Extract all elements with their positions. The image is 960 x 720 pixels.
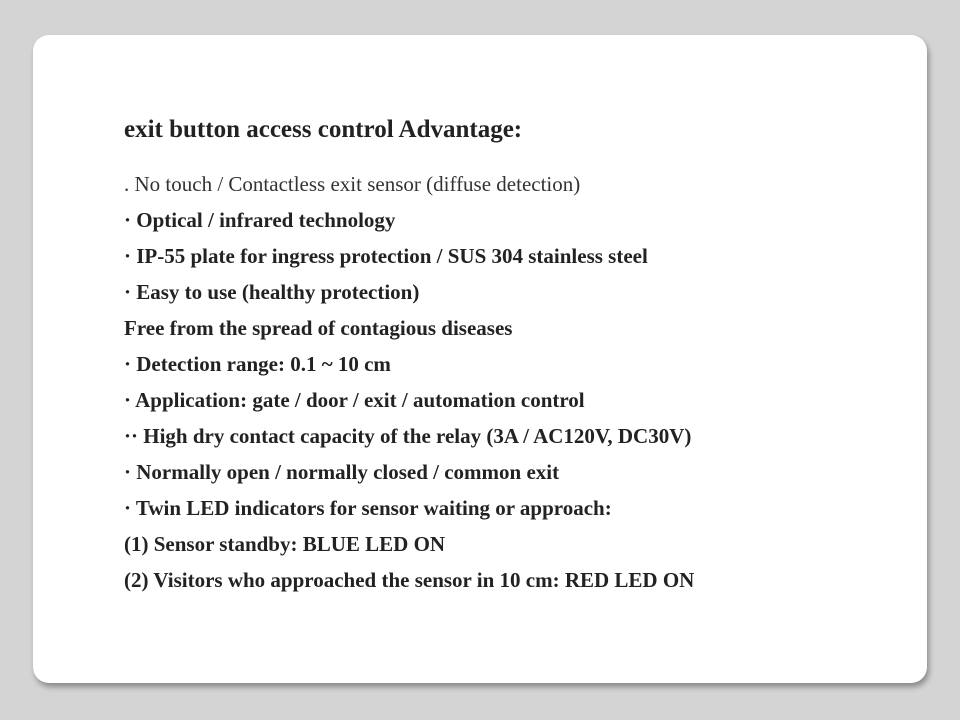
feature-line-detection-range: · Detection range: 0.1 ~ 10 cm [124,352,391,376]
feature-line-application: · Application: gate / door / exit / automation control [124,388,585,412]
feature-line-ip55: · IP-55 plate for ingress protection / SUS 304 stainless steel [124,244,648,268]
feature-line-disease: Free from the spread of contagious diseases [124,316,513,340]
feature-line-twin-led: · Twin LED indicators for sensor waiting or approach: [124,496,612,520]
feature-line-normally-open: · Normally open / normally closed / common exit [124,460,560,484]
feature-line-optical: · Optical / infrared technology [124,208,396,232]
feature-line-contactless: . No touch / Contactless exit sensor (diffuse detection) [124,172,581,196]
document-title: exit button access control Advantage: [124,116,523,143]
content-card [33,35,927,683]
document-body [124,115,904,598]
feature-line-visitors: (2) Visitors who approached the sensor in 10 cm: RED LED ON [124,568,695,592]
feature-line-easy-use: · Easy to use (healthy protection) [124,280,420,304]
feature-line-relay: ·· High dry contact capacity of the relay (3A / AC120V, DC30V) [124,424,692,448]
feature-line-standby: (1) Sensor standby: BLUE LED ON [124,532,446,556]
